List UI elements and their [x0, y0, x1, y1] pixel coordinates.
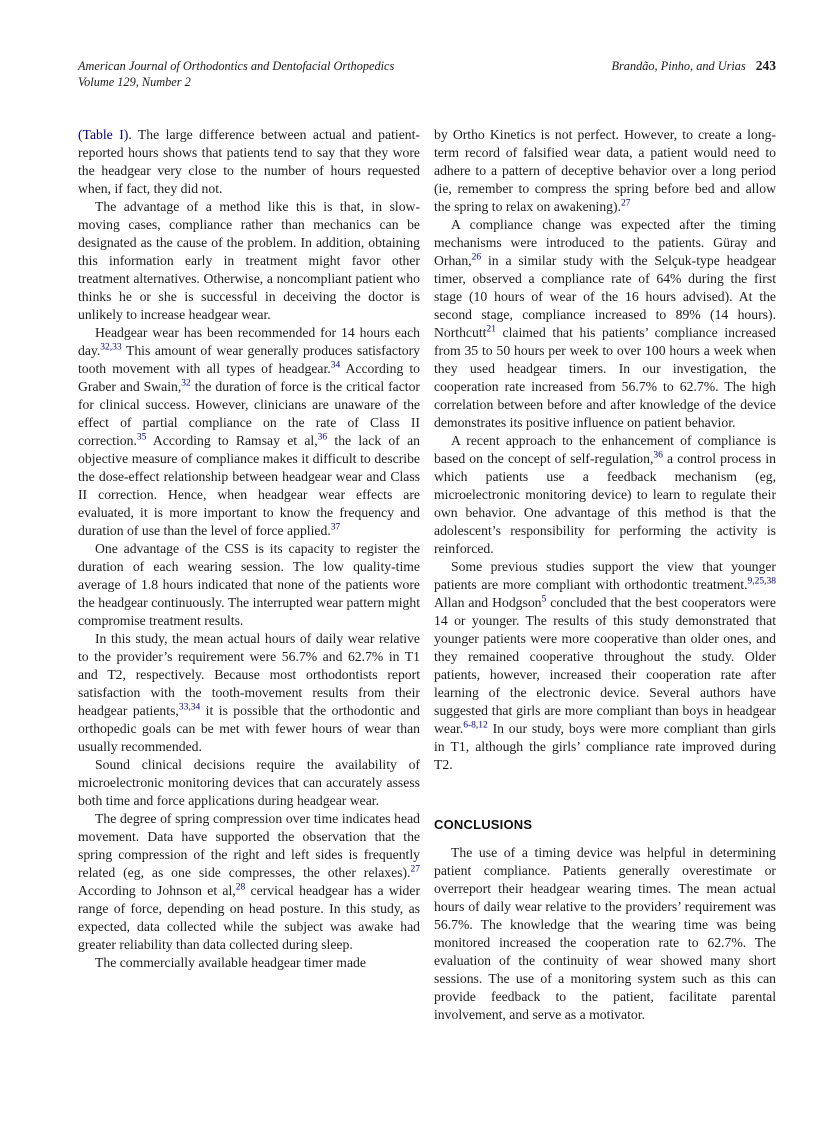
paragraph: A recent approach to the enhancement of compliance is based on the concept of self-regulation,$^{36}$ a control process in which patients use a feedback mechanism (eg, microelectronic monitoring device) to learn to regulate their own behavior. One advantage of this method is that the adolescent’s responsibility for performing the activity is reinforced. [434, 433, 776, 556]
citation-superscript-link[interactable]: 27 [621, 198, 631, 209]
running-head [612, 58, 777, 74]
citation-superscript-link[interactable]: 37 [330, 522, 341, 533]
paragraph: (Table I). The large difference between actual and patient-reported hours shows that patients tend to say that they wore the headgear very close to the number of hours requested when, if fact, they did not. [78, 127, 420, 196]
journal-volume: Volume 129, Number 2 [78, 75, 191, 89]
paragraph: Sound clinical decisions require the availability of microelectronic monitoring devices that can accurately assess both time and force applications during headgear wear. [78, 757, 420, 808]
journal-info [78, 58, 394, 90]
page-number: 243 [755, 58, 776, 73]
citation-superscript-link[interactable]: 21 [486, 324, 496, 335]
section-heading-conclusions: CONCLUSIONS [434, 817, 533, 832]
paragraph: The use of a timing device was helpful in determining patient compliance. Patients generally overestimate or overreport their headgear wearing times. The mean actual hours of daily wear relative to the providers’ requirement was 56.7%. The knowledge that the wearing time was being monitored increased the cooperation rate to 62.7%. The evaluation of the continuity of wear showed many short sessions. The use of a monitoring system such as this can provide feedback to the patient, facilitate parental involvement, and serve as a motivator. [434, 845, 776, 1022]
citation-superscript-link[interactable]: 36 [653, 450, 663, 461]
running-authors: Brandão, Pinho, and Urias [611, 59, 746, 73]
page-header [78, 58, 776, 90]
citation-superscript-link[interactable]: 5 [541, 594, 547, 605]
journal-name: American Journal of Orthodontics and Dentofacial Orthopedics [78, 59, 395, 73]
left-column [78, 126, 420, 1024]
paragraph: Some previous studies support the view that younger patients are more compliant with orthodontic treatment.$^{9,25,38}$ Allan and Hodgson$^5$ concluded that the best cooperators were 14 or younger. The results of this study demonstrated that younger patients were more cooperative than older ones, and they remained cooperative throughout the study. Older patients, however, increased their cooperation rate after learning of the electronic device. Several authors have suggested that girls are more compliant than boys in headgear wear.$^{6-8,12}$ In our study, boys were more compliant than girls in T1, although the girls’ compliance rate improved during T2. [434, 559, 777, 772]
paragraph: In this study, the mean actual hours of daily wear relative to the provider’s requirement were 56.7% and 62.7% in T1 and T2, respectively. Because most orthodontists report satisfaction with the tooth-movement results from their headgear patients,$^{33,34}$ it is possible that the orthodontic and orthopedic goals can be met with fewer hours of wear than usually recommended. [78, 631, 420, 754]
citation-superscript-link[interactable]: 34 [330, 360, 341, 371]
citation-superscript-link[interactable]: 26 [471, 252, 482, 263]
paragraph: by Ortho Kinetics is not perfect. However, to create a long-term record of falsified wear data, a patient would need to adhere to a pattern of deceptive behavior over a long period (ie, remember to compress the spring before bed and allow the spring to relax on awakening).$^{27}$ [434, 127, 776, 214]
citation-superscript-link[interactable]: 9,25,38 [747, 576, 776, 587]
citation-superscript-link[interactable]: 36 [317, 432, 328, 443]
paragraph: The commercially available headgear timer made [95, 955, 366, 970]
paragraph: Headgear wear has been recommended for 14 hours each day.$^{32,33}$ This amount of wear generally produces satisfactory tooth movement with all types of headgear.$^{34}$ According to Graber and Swain,$^{32}$ the duration of force is the critical factor for clinical success. However, clinicians are unaware of the effect of partial compliance on the rate of Class II correction.$^{35}$ According to Ramsay et al,$^{36}$ the lack of an objective measure of compliance makes it difficult to describe the dose-effect relationship between headgear wear and Class II correction. Hence, when headgear wear effects are evaluated, it is more important to know the frequency and duration of use than the level of force applied.$^{37}$ [78, 325, 421, 538]
table-reference-link[interactable]: (Table I) [78, 127, 129, 142]
citation-superscript-link[interactable]: 6-8,12 [463, 720, 488, 731]
citation-superscript-link[interactable]: 35 [136, 432, 147, 443]
citation-superscript-link[interactable]: 32,33 [100, 342, 122, 353]
citation-superscript-link[interactable]: 32 [181, 378, 191, 389]
citation-superscript-link[interactable]: 33,34 [178, 702, 201, 713]
paragraph: A compliance change was expected after the timing mechanisms were introduced to the patients. Güray and Orhan,$^{26}$ in a similar study with the Selçuk-type headgear timer, observed a compliance rate of 64% during the first stage (10 hours of wear of the 16 hours advised). At the second stage, compliance increased to 89% (14 hours). Northcutt$^{21}$ claimed that his patients’ compliance increased from 35 to 50 hours per week to over 100 hours a week when they used headgear timers. In our investigation, the cooperation rate increased from 56.7% to 62.7%. The high correlation between before and after knowledge of the device demonstrates its positive influence on patient behavior. [434, 217, 776, 430]
paragraph: One advantage of the CSS is its capacity to register the duration of each wearing session. The low quality-time average of 1.8 hours indicated that none of the patients wore the headgear continuously. The interrupted wear pattern might compromise treatment results. [78, 541, 420, 628]
paragraph: The advantage of a method like this is that, in slow-moving cases, compliance rather than mechanics can be designated as the cause of the problem. In addition, obtaining this information early in treatment might favor other treatment alternatives. Otherwise, a noncompliant patient who thinks he or she is successful in deceiving the doctor is unlikely to increase headgear wear. [78, 199, 420, 322]
paragraph: The degree of spring compression over time indicates head movement. Data have supported the observation that the spring compression of the right and left sides is frequently related (eg, as one side compresses, the other relaxes).$^{27}$ According to Johnson et al,$^{28}$ cervical headgear has a wider range of force, depending on head posture. In this study, as expected, data collected while the subject was awake had greater reliability than data collected during sleep. [78, 811, 420, 952]
citation-superscript-link[interactable]: 27 [410, 864, 420, 875]
right-column [434, 126, 776, 1024]
citation-superscript-link[interactable]: 28 [235, 882, 246, 893]
two-column-body [78, 126, 776, 1024]
